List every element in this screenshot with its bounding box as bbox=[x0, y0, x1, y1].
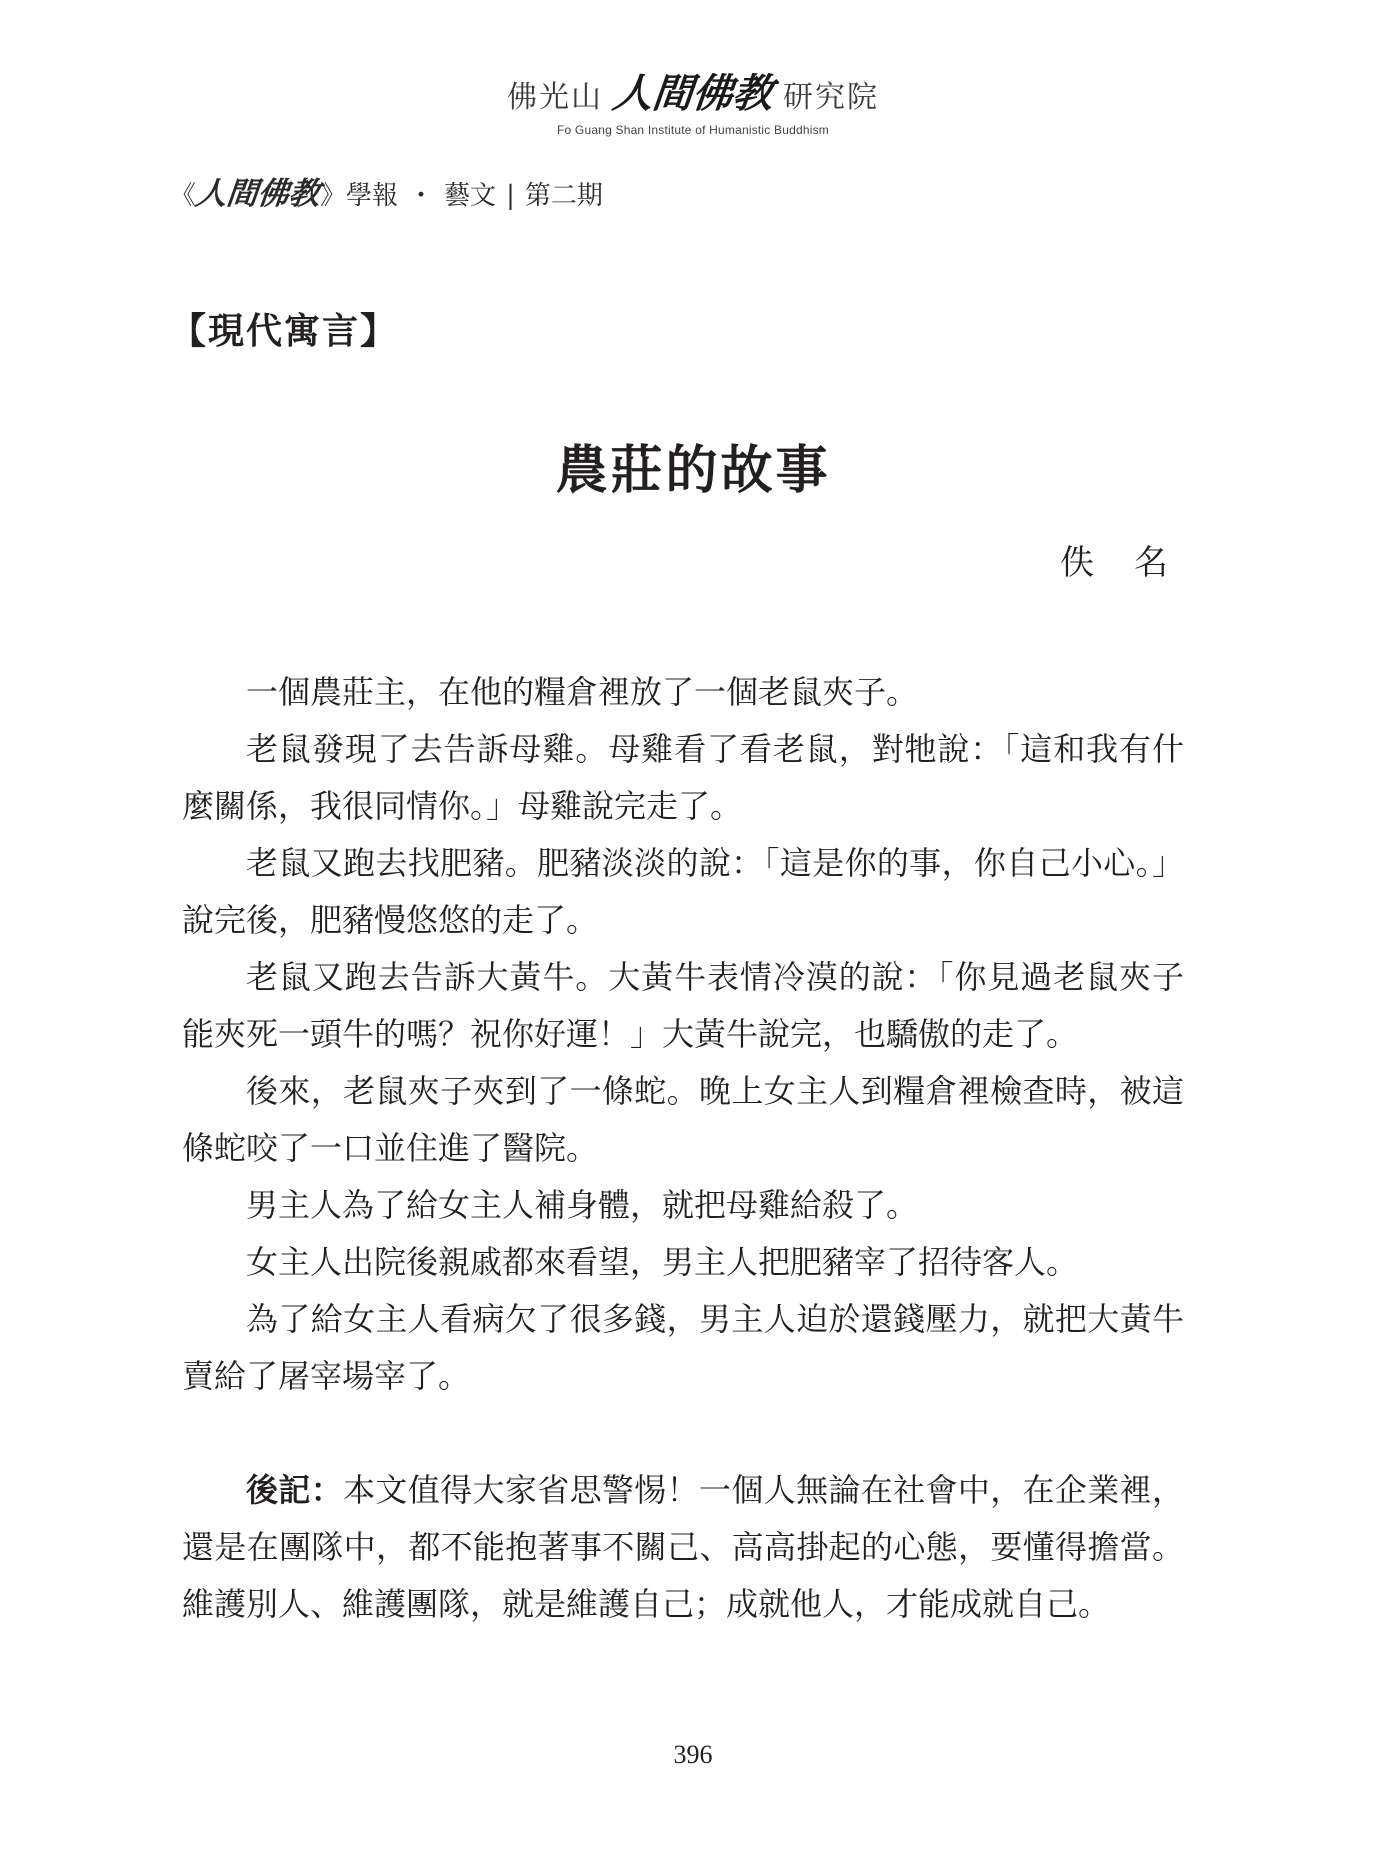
postscript-label: 後記： bbox=[246, 1471, 344, 1509]
institute-logo-text: 人間佛教 bbox=[610, 71, 776, 117]
paragraph: 男主人為了給女主人補身體，就把母雞給殺了。 bbox=[246, 1186, 919, 1224]
section-label: 【現代寓言】 bbox=[170, 310, 399, 352]
institute-suffix: 研究院 bbox=[783, 80, 879, 115]
institute-name bbox=[507, 62, 879, 119]
paragraph: 為了給女主人看病欠了很多錢，男主人迫於還錢壓力，就把大黃牛賣給了屠宰場宰了。 bbox=[182, 1300, 1184, 1395]
running-head-separator: | bbox=[506, 181, 515, 211]
paragraph: 老鼠發現了去告訴母雞。母雞看了看老鼠，對牠說：「這和我有什麼關係，我很同情你。」母雞說完走了。 bbox=[182, 730, 1184, 825]
institute-english-name: Fo Guang Shan Institute of Humanistic Buddhism bbox=[556, 123, 829, 137]
paragraph: 一個農莊主，在他的糧倉裡放了一個老鼠夾子。 bbox=[246, 673, 919, 711]
paragraph: 老鼠又跑去找肥豬。肥豬淡淡的說：「這是你的事，你自己小心。」說完後，肥豬慢悠悠的走了。 bbox=[182, 844, 1184, 939]
institute-header bbox=[0, 62, 1386, 137]
page-number: 396 bbox=[673, 1740, 713, 1769]
postscript-paragraph bbox=[182, 1462, 1184, 1633]
article-title: 農莊的故事 bbox=[555, 440, 831, 501]
running-head bbox=[170, 168, 603, 213]
running-head-section: 藝文 bbox=[444, 181, 497, 211]
paragraph: 女主人出院後親戚都來看望，男主人把肥豬宰了招待客人。 bbox=[246, 1243, 1079, 1281]
running-head-issue: 第二期 bbox=[524, 181, 603, 211]
journal-name-suffix: 》學報 bbox=[320, 181, 399, 211]
institute-prefix: 佛光山 bbox=[507, 80, 603, 115]
paragraph: 老鼠又跑去告訴大黃牛。大黃牛表情冷漠的說：「你見過老鼠夾子能夾死一頭牛的嗎？祝你好運！」大黃牛說完，也驕傲的走了。 bbox=[182, 958, 1184, 1053]
paragraph: 後來，老鼠夾子夾到了一條蛇。晚上女主人到糧倉裡檢查時，被這條蛇咬了一口並住進了醫院。 bbox=[182, 1072, 1184, 1167]
article-author: 佚名 bbox=[1060, 543, 1208, 583]
article-body bbox=[182, 664, 1184, 1633]
journal-logo-text: 人間佛教 bbox=[193, 176, 322, 212]
postscript-text: 本文值得大家省思警惕！一個人無論在社會中，在企業裡，還是在團隊中，都不能抱著事不關己、高高掛起的心態，要懂得擔當。維護別人、維護團隊，就是維護自己；成就他人，才能成就自己。 bbox=[182, 1471, 1184, 1623]
running-head-open-bracket: 《 bbox=[170, 181, 197, 211]
running-head-dot: ・ bbox=[408, 181, 435, 211]
